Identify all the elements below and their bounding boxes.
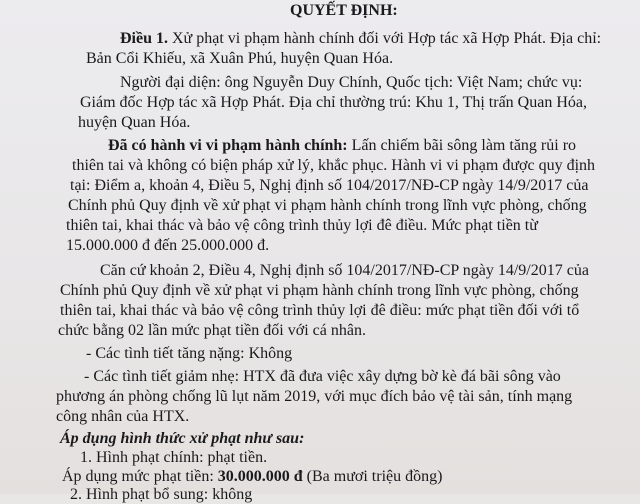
representative-line-1: Người đại diện: ông Nguyễn Duy Chính, Quốc tịch: Việt Nam; chức vụ: [120,74,583,91]
violation-line-2: thiên tai và không có biện pháp xử lý, khắc phục. Hành vi vi phạm được quy định [72,157,596,174]
additional-penalty: 2. Hình phạt bổ sung: không [70,486,253,503]
fine-amount: 30.000.000 đ [217,468,303,485]
basis-line-3: thiên tai, khai thác và bảo vệ công trình thủy lợi đê điều: mức phạt tiền đối với tổ [60,302,580,319]
article-1-label: Điều 1. [120,30,168,47]
mitigating-line-2: phương án phòng chống lũ lụt năm 2019, với mục đích bảo vệ tài sản, tính mạng [56,388,573,405]
mitigating-line-1: - Các tình tiết giảm nhẹ: HTX đã đưa việc xây dựng bờ kè đá bãi sông vào [84,368,561,385]
violation-line-4: Chính phủ Quy định về xử phạt vi phạm hành chính trong lĩnh vực phòng, chống [68,197,587,214]
basis-line-2: Chính phủ Quy định về xử phạt vi phạm hành chính trong lĩnh vực phòng, chống [60,282,579,299]
representative-line-2: Giám đốc Hợp tác xã Hợp Phát. Địa chỉ thường trú: Khu 1, Thị trấn Quan Hóa, [80,94,587,111]
fine-line [62,468,442,486]
mitigating-line-3: công nhân của HTX. [56,408,190,425]
article-1-line-2: Bản Cổi Khiếu, xã Xuân Phú, huyện Quan Hóa. [86,50,394,67]
fine-in-words: (Ba mươi triệu đồng) [302,468,443,485]
basis-line-1: Căn cứ khoản 2, Điều 4, Nghị định số 104/2017/NĐ-CP ngày 14/9/2017 của [100,262,589,279]
basis-line-4: chức bằng 02 lần mức phạt tiền đối với cá nhân. [58,322,366,339]
article-1-text: Xử phạt vi phạm hành chính đối với Hợp tác xã Hợp Phát. Địa chỉ: [168,30,602,47]
fine-label: Áp dụng mức phạt tiền: [62,468,218,485]
violation-line-3: tại: Điểm a, khoản 4, Điều 5, Nghị định số 104/2017/NĐ-CP ngày 14/9/2017 của [70,177,589,194]
violation-line-5: thiên tai, khai thác và bảo vệ công trình thủy lợi đê điều. Mức phạt tiền từ [66,217,538,234]
violation-line-6: 15.000.000 đ đến 25.000.000 đ. [66,237,270,254]
violation-label: Đã có hành vi vi phạm hành chính: [108,137,348,154]
representative-line-3: huyện Quan Hóa. [78,114,191,131]
penalty-form-heading: Áp dụng hình thức xử phạt như sau: [60,430,305,447]
article-1-line-1 [120,30,601,48]
decision-title: QUYẾT ĐỊNH: [290,2,398,19]
violation-line-1 [108,137,576,155]
violation-text: Lấn chiếm bãi sông làm tăng rủi ro [347,137,577,154]
aggravating-circumstances: - Các tình tiết tăng nặng: Không [86,345,293,362]
main-penalty: 1. Hình phạt chính: phạt tiền. [80,449,268,466]
